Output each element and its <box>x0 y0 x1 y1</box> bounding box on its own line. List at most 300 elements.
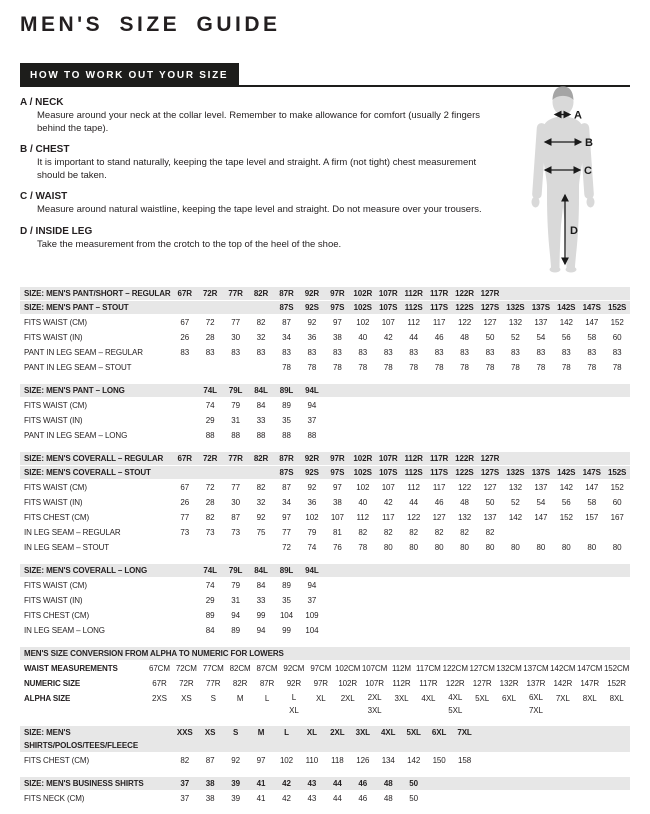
size-cell: 38 <box>332 333 342 342</box>
size-cell: 137 <box>534 318 548 327</box>
size-cell: 73 <box>231 528 240 537</box>
table-header-row <box>20 466 630 479</box>
size-cell: 94L <box>305 566 319 575</box>
size-cell: 78 <box>561 363 571 372</box>
size-cell: 58 <box>587 498 597 507</box>
size-cell: 102S <box>353 303 372 312</box>
size-cell: 54 <box>536 498 546 507</box>
size-cell: 38 <box>205 779 215 788</box>
size-cell: 8XL <box>609 694 624 703</box>
figure-label-b: B <box>585 137 593 149</box>
size-cell: 73 <box>180 528 190 537</box>
size-cell: 83 <box>587 348 597 357</box>
size-cell: 152 <box>610 318 624 327</box>
row-label: FITS NECK (CM) <box>24 794 85 803</box>
size-cell: 78 <box>460 363 469 372</box>
instruction-text-block <box>20 97 482 251</box>
table-data-row <box>20 525 630 540</box>
table-data-row <box>20 593 630 608</box>
table-header-row <box>20 301 630 314</box>
size-cell: 88 <box>282 431 291 440</box>
size-cell: 80 <box>434 543 444 552</box>
size-cell: 132 <box>508 318 522 327</box>
row-label: SIZE: MEN'S COVERALL – REGULAR <box>24 454 164 463</box>
size-cell: 102 <box>279 756 293 765</box>
size-cell: 67 <box>180 483 190 492</box>
size-cell: 5XL <box>475 694 490 703</box>
table-data-row <box>20 315 630 330</box>
size-cell: 117 <box>432 318 446 327</box>
size-cell: 39 <box>231 779 240 788</box>
size-cell: 112R <box>404 289 423 298</box>
size-cell: 122R <box>445 679 465 688</box>
size-cell: 48 <box>383 794 393 803</box>
size-cell: 32 <box>256 333 266 342</box>
row-label: FITS CHEST (CM) <box>24 513 90 522</box>
size-cell: 82 <box>460 528 469 537</box>
size-cell: 74L <box>203 386 217 395</box>
size-cell: 137S <box>531 303 550 312</box>
size-cell: 107 <box>381 483 395 492</box>
size-cell: 122CM <box>442 664 468 673</box>
size-cell: 29 <box>205 596 215 605</box>
size-cell: 82 <box>409 528 418 537</box>
row-label: FITS WAIST (CM) <box>24 318 87 327</box>
size-cell: 74 <box>205 581 215 590</box>
size-cell: 84L <box>254 566 268 575</box>
size-cell: L <box>284 728 289 737</box>
table-header-row <box>20 777 630 790</box>
size-cell: 34 <box>282 333 291 342</box>
size-cell: 87S <box>279 303 294 312</box>
size-cell: 92 <box>256 513 266 522</box>
size-cell: 104 <box>279 611 293 620</box>
size-cell: 80 <box>511 543 520 552</box>
size-cell: 35 <box>282 416 291 425</box>
size-cell: S <box>232 728 239 737</box>
size-cell: 79 <box>231 401 240 410</box>
instruction-body-waist: Measure around natural waistline, keeping the tape level and straight. Do not measure over your trousers. <box>37 204 482 215</box>
table-data-row <box>20 480 630 495</box>
size-cell: 102 <box>356 483 370 492</box>
size-cell: 94 <box>307 401 317 410</box>
size-cell: 152 <box>559 513 573 522</box>
table-header-row <box>20 647 630 660</box>
size-cell: 152S <box>608 468 627 477</box>
size-cell: 2XL 3XL <box>367 693 382 715</box>
size-cell: 80 <box>536 543 546 552</box>
size-cell: 80 <box>485 543 495 552</box>
size-cell: 99 <box>282 626 291 635</box>
size-cell: 102R <box>353 454 373 463</box>
size-cell: 83 <box>332 348 342 357</box>
size-cell: 40 <box>358 333 368 342</box>
size-cell: 28 <box>205 498 215 507</box>
size-cell: 97 <box>256 756 266 765</box>
size-cell: 147 <box>585 483 599 492</box>
instruction-heading-inside-leg: D / INSIDE LEG <box>20 225 93 237</box>
size-cell: 26 <box>180 498 190 507</box>
size-cell: 30 <box>231 498 240 507</box>
size-cell: 83 <box>612 348 622 357</box>
size-cell: 77R <box>206 679 221 688</box>
size-cell: 147R <box>580 679 600 688</box>
row-label: PANT IN LEG SEAM – REGULAR <box>24 348 143 357</box>
size-cell: 157 <box>585 513 599 522</box>
table-header-row <box>20 726 630 752</box>
size-cell: 77R <box>228 454 243 463</box>
size-cell: 117R <box>419 679 438 688</box>
size-cell: 132CM <box>496 664 522 673</box>
size-cell: 92R <box>304 454 320 463</box>
size-cell: 83 <box>460 348 469 357</box>
size-cell: 79L <box>228 566 243 575</box>
size-cell: 83 <box>256 348 266 357</box>
size-cell: 38 <box>332 498 342 507</box>
size-cell: 112S <box>404 468 423 477</box>
mens-coverall-long-table <box>20 564 630 638</box>
size-cell: 67 <box>180 318 190 327</box>
size-cell: XL <box>306 728 317 737</box>
how-to-banner-row <box>20 63 630 87</box>
size-cell: 2XS <box>152 694 167 703</box>
size-cell: 92 <box>307 483 317 492</box>
size-cell: 46 <box>434 498 444 507</box>
table-data-row <box>20 791 630 806</box>
size-cell: 50 <box>409 794 418 803</box>
size-cell: 152 <box>610 483 624 492</box>
row-label: PANT IN LEG SEAM – LONG <box>24 431 128 440</box>
size-cell: 83 <box>358 348 368 357</box>
size-cell: 74L <box>203 566 217 575</box>
size-cell: 79 <box>231 581 240 590</box>
size-cell: 50 <box>485 498 495 507</box>
table-header-row <box>20 452 630 465</box>
size-cell: 112R <box>404 454 423 463</box>
size-cell: 109 <box>305 611 319 620</box>
row-label: WAIST MEASUREMENTS <box>24 664 118 673</box>
size-cell: 67R <box>177 289 192 298</box>
size-cell: 117S <box>430 468 449 477</box>
size-cell: 82 <box>256 483 266 492</box>
size-cell: 112S <box>404 303 423 312</box>
size-cell: 4XL <box>381 728 396 737</box>
size-cell: 4XL <box>421 694 436 703</box>
size-cell: 112M <box>391 664 411 673</box>
size-cell: 42 <box>383 333 393 342</box>
size-cell: 87 <box>231 513 240 522</box>
row-label: FITS WAIST (IN) <box>24 596 83 605</box>
size-cell: 26 <box>180 333 190 342</box>
size-cell: 132 <box>508 483 522 492</box>
row-label: FITS WAIST (IN) <box>24 498 83 507</box>
size-cell: 3XL <box>355 728 370 737</box>
size-cell: XL <box>315 694 326 703</box>
size-cell: 84 <box>205 626 215 635</box>
size-cell: 78 <box>587 363 597 372</box>
size-cell: 46 <box>358 779 368 788</box>
size-cell: 80 <box>612 543 622 552</box>
instruction-heading-chest: B / CHEST <box>20 144 70 155</box>
size-cell: 84 <box>256 581 266 590</box>
size-cell: 33 <box>256 416 266 425</box>
size-cell: 107CM <box>361 664 388 673</box>
size-cell: 104 <box>305 626 319 635</box>
table-data-row <box>20 661 630 676</box>
size-cell: 102CM <box>335 664 361 673</box>
size-cell: 79L <box>228 386 243 395</box>
size-cell: 36 <box>307 333 317 342</box>
size-cell: 7XL <box>457 728 472 737</box>
size-cell: 87CM <box>256 664 278 673</box>
size-cell: 78 <box>485 363 495 372</box>
size-cell: XS <box>204 728 216 737</box>
size-cell: 158 <box>458 756 472 765</box>
size-cell: 89 <box>282 401 291 410</box>
size-cell: 83 <box>231 348 240 357</box>
size-cell: 84L <box>254 386 268 395</box>
size-cell: 82R <box>253 454 269 463</box>
size-cell: 147 <box>534 513 548 522</box>
size-cell: 127 <box>483 318 497 327</box>
size-cell: 94 <box>307 581 317 590</box>
size-cell: 142 <box>559 318 573 327</box>
table-data-row <box>20 510 630 525</box>
size-cell: 102 <box>356 318 370 327</box>
size-cell: 82 <box>358 528 368 537</box>
size-cell: 80 <box>409 543 418 552</box>
size-cell: 89 <box>282 581 291 590</box>
size-cell: 82 <box>485 528 495 537</box>
size-cell: 58 <box>587 333 597 342</box>
size-guide-page <box>20 13 630 806</box>
row-label: FITS WAIST (IN) <box>24 416 83 425</box>
size-cell: 38 <box>205 794 215 803</box>
size-cell: 72R <box>202 289 218 298</box>
size-cell: 137CM <box>523 664 549 673</box>
size-cell: 46 <box>434 333 444 342</box>
table-data-row <box>20 345 630 360</box>
size-cell: 134 <box>381 756 395 765</box>
size-cell: 142 <box>559 483 573 492</box>
instruction-body-chest: It is important to stand naturally, keeping the tape level and straight. A firm (not tight) chest measurement should be taken. <box>37 157 477 181</box>
size-cell: 127 <box>432 513 446 522</box>
figure-label-c: C <box>584 165 592 177</box>
table-data-row <box>20 495 630 510</box>
size-cell: 40 <box>358 498 368 507</box>
row-label: IN LEG SEAM – LONG <box>24 626 105 635</box>
size-cell: 78 <box>409 363 418 372</box>
size-cell: 44 <box>332 794 342 803</box>
row-label: SIZE: MEN'S PANT – LONG <box>24 386 125 395</box>
size-cell: 52 <box>511 333 520 342</box>
size-cell: 82 <box>383 528 393 537</box>
table-data-row <box>20 578 630 593</box>
size-cell: 83 <box>561 348 571 357</box>
size-cell: 72 <box>282 543 291 552</box>
size-cell: 147 <box>585 318 599 327</box>
row-label: SIZE: MEN'S PANT – STOUT <box>24 303 129 312</box>
size-cell: 67R <box>177 454 192 463</box>
size-cell: 142 <box>407 756 421 765</box>
measurement-instructions <box>20 97 630 275</box>
size-cell: 83 <box>307 348 317 357</box>
size-cell: 83 <box>536 348 546 357</box>
row-label: SIZE: MEN'S BUSINESS SHIRTS <box>24 779 144 788</box>
size-cell: 83 <box>282 348 291 357</box>
size-cell: 137 <box>483 513 497 522</box>
size-cell: 42 <box>282 794 291 803</box>
size-cell: 89 <box>205 611 215 620</box>
size-cell: 44 <box>409 333 418 342</box>
size-cell: 82 <box>180 756 190 765</box>
size-tables <box>20 287 630 806</box>
size-cell: 5XL <box>406 728 421 737</box>
size-cell: 88 <box>256 431 266 440</box>
size-cell: 92 <box>231 756 240 765</box>
how-to-banner: HOW TO WORK OUT YOUR SIZE <box>20 63 239 87</box>
mens-business-shirts-table <box>20 777 630 806</box>
size-cell: 31 <box>231 416 240 425</box>
table-data-row <box>20 428 630 443</box>
size-cell: 60 <box>612 498 622 507</box>
body-measurement-figure <box>508 85 650 275</box>
table-header-row <box>20 384 630 397</box>
size-cell: 142S <box>557 303 576 312</box>
size-cell: 39 <box>231 794 240 803</box>
size-cell: 117CM <box>416 664 441 673</box>
size-cell: 88 <box>307 431 317 440</box>
size-cell: 77 <box>282 528 291 537</box>
mens-shirts-polos-tees-fleece-table <box>20 726 630 768</box>
size-cell: 89 <box>231 626 240 635</box>
size-cell: 77 <box>180 513 190 522</box>
size-cell: 122 <box>458 318 472 327</box>
row-label: NUMERIC SIZE <box>24 679 81 688</box>
size-cell: XXS <box>176 728 193 737</box>
size-cell: 107S <box>379 303 398 312</box>
size-cell: 83 <box>409 348 418 357</box>
mens-coverall-table <box>20 452 630 555</box>
size-cell: 127CM <box>469 664 495 673</box>
size-cell: 137R <box>526 679 546 688</box>
size-cell: 72R <box>202 454 218 463</box>
size-cell: 72CM <box>175 664 197 673</box>
size-cell: 28 <box>205 333 215 342</box>
size-cell: 50 <box>409 779 418 788</box>
size-cell: 46 <box>358 794 368 803</box>
size-cell: 77CM <box>202 664 224 673</box>
size-cell: 99 <box>256 611 266 620</box>
row-label: FITS WAIST (CM) <box>24 483 87 492</box>
size-cell: 82R <box>232 679 248 688</box>
size-cell: 6XL 7XL <box>528 693 543 715</box>
size-cell: 36 <box>307 498 317 507</box>
size-cell: 112R <box>392 679 411 688</box>
table-data-row <box>20 691 630 717</box>
size-cell: 150 <box>432 756 446 765</box>
size-cell: 74 <box>307 543 317 552</box>
size-cell: 75 <box>256 528 266 537</box>
size-cell: 87 <box>205 756 215 765</box>
size-cell: 83 <box>383 348 393 357</box>
size-cell: 2XL <box>330 728 345 737</box>
size-cell: 76 <box>332 543 342 552</box>
size-cell: 89L <box>279 566 294 575</box>
figure-label-d: D <box>570 225 578 237</box>
size-cell: 87R <box>279 454 294 463</box>
row-label: FITS WAIST (CM) <box>24 581 87 590</box>
size-cell: 127 <box>483 483 497 492</box>
size-cell: 107S <box>379 468 398 477</box>
instruction-heading-waist: C / WAIST <box>20 191 68 202</box>
size-cell: 97S <box>330 303 345 312</box>
size-cell: 102 <box>305 513 319 522</box>
size-cell: 132R <box>499 679 519 688</box>
size-cell: 142S <box>557 468 576 477</box>
size-cell: 37 <box>307 416 317 425</box>
size-cell: 152CM <box>603 664 630 673</box>
size-cell: 77 <box>231 483 240 492</box>
size-cell: 97CM <box>310 664 332 673</box>
size-cell: 37 <box>307 596 317 605</box>
table-data-row <box>20 540 630 555</box>
size-cell: 122S <box>455 468 474 477</box>
size-cell: 78 <box>307 363 317 372</box>
instruction-heading-neck: A / NECK <box>20 97 64 108</box>
size-cell: S <box>210 694 216 703</box>
size-cell: 132 <box>458 513 472 522</box>
size-cell: 92S <box>304 468 319 477</box>
size-cell: 117 <box>432 483 446 492</box>
size-cell: 41 <box>256 779 266 788</box>
table-data-row <box>20 676 630 691</box>
size-cell: 107R <box>378 289 398 298</box>
size-cell: 97S <box>330 468 345 477</box>
size-cell: 83 <box>485 348 495 357</box>
size-cell: 48 <box>460 498 469 507</box>
size-cell: 83 <box>434 348 444 357</box>
size-cell: 60 <box>612 333 622 342</box>
size-cell: 37 <box>180 779 190 788</box>
row-label: FITS CHEST (CM) <box>24 756 90 765</box>
size-cell: 152S <box>608 303 627 312</box>
size-cell: 97 <box>282 513 291 522</box>
size-cell: 3XL <box>394 694 409 703</box>
size-cell: 110 <box>305 756 319 765</box>
row-label: IN LEG SEAM – REGULAR <box>24 528 121 537</box>
row-label: FITS WAIST (IN) <box>24 333 83 342</box>
size-cell: 52 <box>511 498 520 507</box>
mens-pant-short-table <box>20 287 630 375</box>
size-cell: 97R <box>313 679 328 688</box>
size-cell: 88 <box>231 431 240 440</box>
size-cell: 78 <box>434 363 444 372</box>
size-cell: 147CM <box>577 664 603 673</box>
size-cell: 2XL <box>340 694 355 703</box>
size-cell: 112 <box>407 483 420 492</box>
row-label: SIZE: MEN'S SHIRTS/POLOS/TEES/FLEECE <box>24 728 139 750</box>
row-label: SIZE: MEN'S PANT/SHORT – REGULAR <box>24 289 171 298</box>
size-cell: 147S <box>582 468 601 477</box>
size-cell: 147S <box>582 303 601 312</box>
size-cell: 83 <box>511 348 520 357</box>
size-cell: 43 <box>307 779 317 788</box>
row-label: SIZE: MEN'S COVERALL – STOUT <box>24 468 151 477</box>
size-cell: 94L <box>305 386 319 395</box>
instruction-body-inside-leg: Take the measurement from the crotch to the top of the heel of the shoe. <box>37 238 342 250</box>
size-cell: 92 <box>307 318 317 327</box>
